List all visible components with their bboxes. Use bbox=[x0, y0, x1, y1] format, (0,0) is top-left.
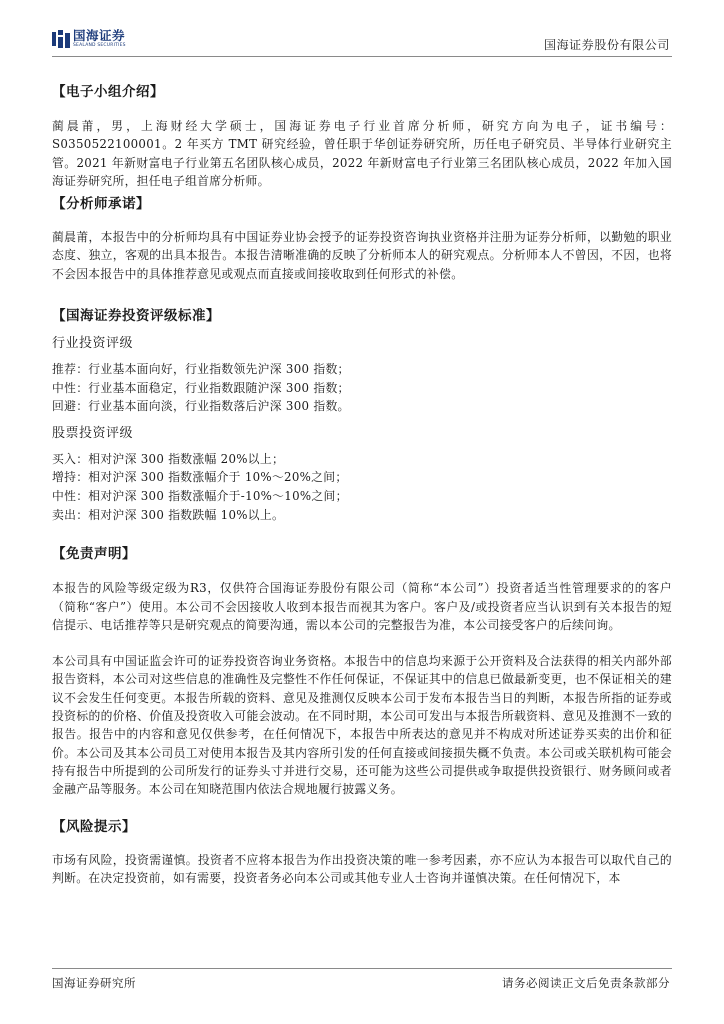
industry-rating-line: 推荐：行业基本面向好，行业指数领先沪深 300 指数； bbox=[52, 362, 350, 377]
industry-rating-line: 中性：行业基本面稳定，行业指数跟随沪深 300 指数； bbox=[52, 380, 350, 395]
stock-rating-line: 增持：相对沪深 300 指数涨幅介于 10%～20%之间； bbox=[52, 470, 348, 485]
industry-rating-line: 回避：行业基本面向淡，行业指数落后沪深 300 指数。 bbox=[52, 399, 350, 414]
team-section-title: 【电子小组介绍】 bbox=[52, 84, 164, 100]
stock-rating-line: 卖出：相对沪深 300 指数跌幅 10%以上。 bbox=[52, 507, 285, 522]
stock-rating-line: 买入：相对沪深 300 指数涨幅 20%以上； bbox=[52, 451, 285, 466]
document-body bbox=[52, 82, 672, 887]
team-paragraph: 蔺晨莆，男，上海财经大学硕士，国海证券电子行业首席分析师，研究方向为电子，证书编号：S0350522100001。2 年买方 TMT 研究经验，曾任职于华创证券研究所，历任电子研究员、半导体行业研究主管。2021 年新财富电子行业第五名团队核心成员，2022 年新财富电子行业第三名团队核心成员，2022 年加入国海证券研究所，担任电子组首席分析师。 bbox=[52, 119, 672, 188]
company-logo bbox=[52, 30, 126, 48]
page-header bbox=[0, 0, 724, 56]
stock-rating-heading: 股票投资评级 bbox=[52, 425, 134, 441]
logo-text-en: SEALAND SECURITIES bbox=[73, 42, 126, 48]
disclaimer-paragraph-2: 本公司具有中国证监会许可的证券投资咨询业务资格。本报告中的信息均来源于公开资料及合法获得的相关内部外部报告资料，本公司对这些信息的准确性及完整性不作任何保证，不保证其中的信息已做最新变更，也不保证相关的建议不会发生任何变更。本报告所载的资料、意见及推测仅反映本公司于发布本报告当日的判断，本报告所指的证券或投资标的的价格、价值及投资收入可能会波动。在不同时期，本公司可发出与本报告所载资料、意见及推测不一致的报告。报告中的内容和意见仅供参考，在任何情况下，本报告中所表达的意见并不构成对所述证券买卖的出价和征价。本公司及其本公司员工对使用本报告及其内容所引发的任何直接或间接损失概不负责。本公司或关联机构可能会持有报告中所提到的公司所发行的证券头寸并进行交易，还可能为这些公司提供或争取提供投资银行、财务顾问或者金融产品等服务。本公司在知晓范围内依法合规地履行披露义务。 bbox=[52, 654, 672, 797]
logo-text-cn: 国海证券 bbox=[73, 28, 126, 43]
industry-rating-heading: 行业投资评级 bbox=[52, 336, 134, 352]
pledge-section-title: 【分析师承诺】 bbox=[52, 196, 150, 213]
disclaimer-section-title: 【免责声明】 bbox=[52, 546, 136, 563]
header-divider bbox=[52, 56, 672, 57]
footer-institute: 国海证券研究所 bbox=[52, 976, 136, 990]
risk-paragraph: 市场有风险，投资需谨慎。投资者不应将本报告为作出投资决策的唯一参考因素，亦不应认为本报告可以取代自己的判断。在决定投资前，如有需要，投资者务必向本公司或其他专业人士咨询并谨慎决策。在任何情况下，本 bbox=[52, 852, 672, 885]
risk-section-title: 【风险提示】 bbox=[52, 818, 136, 835]
header-company-name: 国海证券股份有限公司 bbox=[543, 38, 670, 52]
logo-mark-icon bbox=[52, 30, 70, 48]
disclaimer-paragraph-1: 本报告的风险等级定级为R3，仅供符合国海证券股份有限公司（简称“本公司”）投资者适当性管理要求的的客户（简称“客户”）使用。本公司不会因接收人收到本报告而视其为客户。客户及/或投资者应当认识到有关本报告的短信提示、电话推荐等只是研究观点的简要沟通，需以本公司的完整报告为准，本公司接受客户的后续问询。 bbox=[52, 581, 672, 632]
footer-divider bbox=[52, 968, 672, 969]
rating-section-title: 【国海证券投资评级标准】 bbox=[52, 308, 220, 325]
pledge-paragraph: 蔺晨莆，本报告中的分析师均具有中国证券业协会授予的证券投资咨询执业资格并注册为证券分析师，以勤勉的职业态度、独立，客观的出具本报告。本报告清晰准确的反映了分析师本人的研究观点。分析师本人不曾因，不因，也将不会因本报告中的具体推荐意见或观点而直接或间接收取到任何形式的补偿。 bbox=[52, 230, 672, 281]
stock-rating-line: 中性：相对沪深 300 指数涨幅介于-10%～10%之间； bbox=[52, 489, 348, 504]
footer-notice: 请务必阅读正文后免责条款部分 bbox=[502, 976, 670, 990]
